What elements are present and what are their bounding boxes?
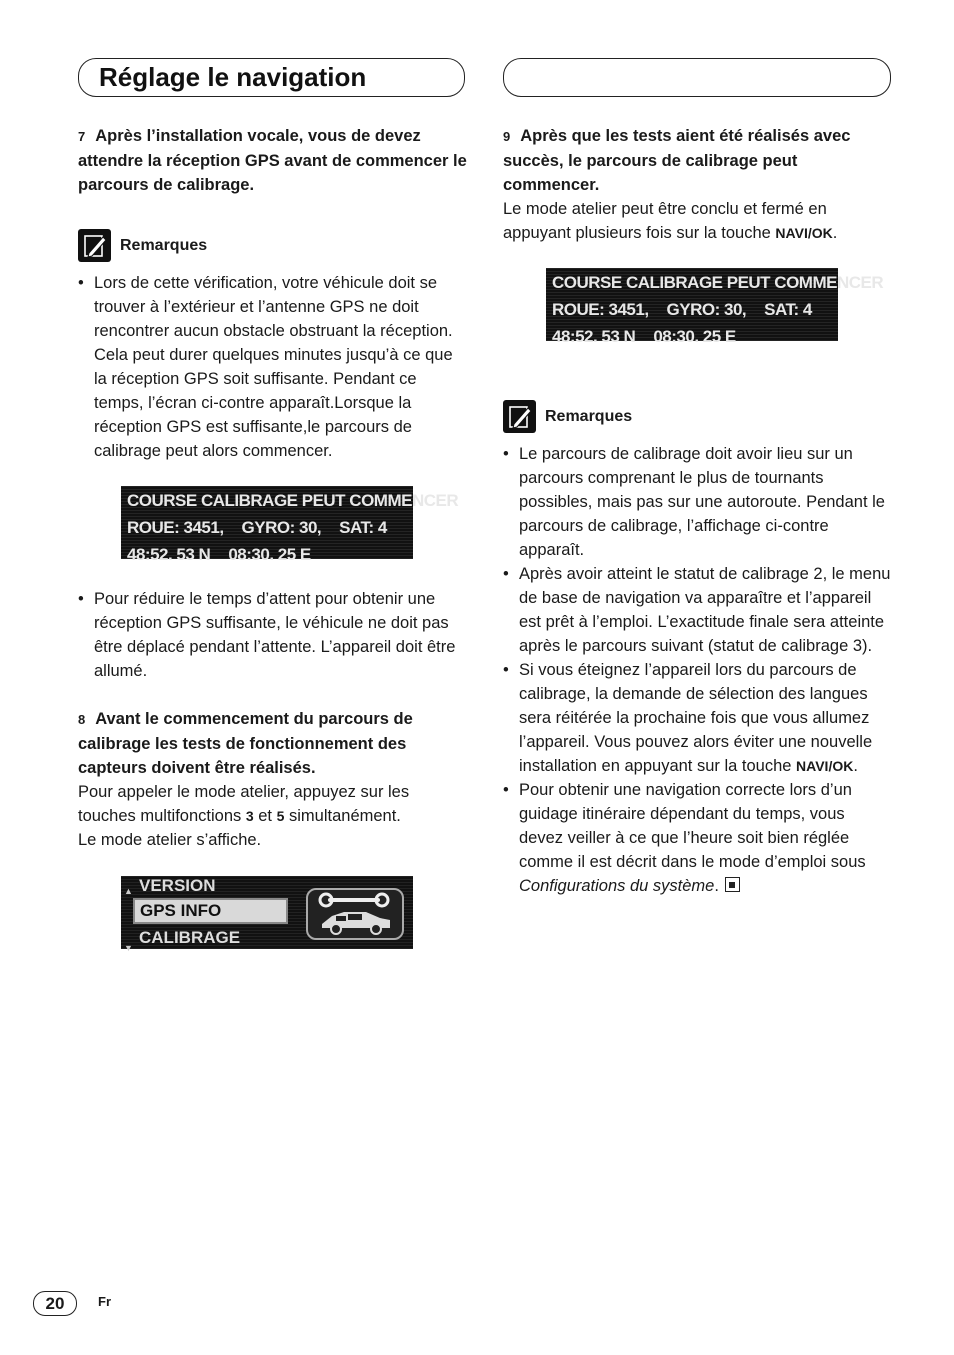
left-column xyxy=(78,124,468,953)
list-item: • Pour réduire le temps d’attent pour obtenir une réception GPS suffisante, le véhicule ne doit pas être déplacé pendant l’attente. L’appareil doit être allumé. xyxy=(78,587,468,683)
lcd-lon: 08:30. 25 E xyxy=(228,545,311,564)
notes-list xyxy=(503,442,891,898)
lcd-gyro: GYRO: 30, xyxy=(666,300,747,319)
menu-item-version: VERSION xyxy=(139,876,216,895)
lcd-line-1: COURSE CALIBRAGE PEUT COMMENCER xyxy=(552,273,884,292)
lcd-sat: SAT: 4 xyxy=(764,300,812,319)
lcd-gyro: GYRO: 30, xyxy=(241,518,322,537)
punctuation: . xyxy=(853,757,858,775)
lcd-roue: ROUE: 3451, xyxy=(127,518,224,537)
list-item xyxy=(503,778,891,898)
list-item: • Le parcours de calibrage doit avoir lieu sur un parcours comprenant le plus de tournants possibles, mais pas sur une autoroute. Pendant le parcours de calibrage, l’affichage ci-contre apparaît. xyxy=(503,442,891,562)
lcd-display-calibration xyxy=(546,268,884,346)
lcd-roue: ROUE: 3451, xyxy=(552,300,649,319)
note-heading-text: Remarques xyxy=(545,407,633,425)
step-body-text: et xyxy=(258,807,273,825)
lcd-lat: 48:52. 53 N xyxy=(127,545,211,564)
language-label: Fr xyxy=(98,1294,111,1309)
note-heading xyxy=(78,229,468,262)
key-navi-ok: NAVI/OK xyxy=(796,758,854,774)
key-5: 5 xyxy=(276,808,285,824)
lcd-menu-workshop xyxy=(121,876,413,953)
lcd-display-calibration xyxy=(121,486,459,564)
notes-list xyxy=(78,271,468,463)
lcd-line-2 xyxy=(552,296,832,323)
list-item-text: Si vous éteignez l’appareil lors du parcours de calibrage, la demande de sélection des langues sera réitérée la prochaine fois que vous allumez l’appareil. Vous pouvez alors éviter une nouvelle installation en appuyant sur la touche xyxy=(519,661,873,775)
step-number: 7 xyxy=(78,129,86,144)
list-item: • Après avoir atteint le statut de calibrage 2, le menu de base de navigation va apparaître et l’appareil est prêt à l’emploi. L’exactitude finale sera atteinte après le parcours suivant (statut de calibrage 3). xyxy=(503,562,891,658)
lcd-line-3 xyxy=(552,323,832,350)
step-8-body xyxy=(78,780,468,852)
section-title-box-empty xyxy=(503,58,891,97)
step-7 xyxy=(78,124,468,197)
step-body-text: Le mode atelier s’affiche. xyxy=(78,831,262,849)
step-number: 9 xyxy=(503,129,511,144)
page-title: Réglage le navigation xyxy=(99,62,367,92)
lcd-line-1: COURSE CALIBRAGE PEUT COMMENCER xyxy=(127,491,459,510)
down-arrow-icon: ▼ xyxy=(124,943,133,953)
menu-item-calibrage: CALIBRAGE xyxy=(139,928,241,947)
list-item xyxy=(503,658,891,778)
lcd-sat: SAT: 4 xyxy=(339,518,387,537)
note-heading-text: Remarques xyxy=(120,236,208,254)
step-body-text: simultanément. xyxy=(289,807,401,825)
menu-item-gps-info: GPS INFO xyxy=(133,898,288,924)
wrench-car-icon xyxy=(306,888,404,940)
note-pencil-icon xyxy=(78,229,111,262)
lcd-line-3 xyxy=(127,541,407,568)
step-8 xyxy=(78,707,468,780)
up-arrow-icon: ▲ xyxy=(124,886,133,896)
step-text: Avant le commencement du parcours de calibrage les tests de fonctionnement des capteurs doivent être réalisés. xyxy=(78,710,413,777)
step-text: Après que les tests aient été réalisés avec succès, le parcours de calibrage peut commencer. xyxy=(503,127,851,194)
reference-italic: Configurations du système xyxy=(519,877,715,895)
note-pencil-icon xyxy=(503,400,536,433)
key-navi-ok: NAVI/OK xyxy=(775,225,833,241)
lcd-line-2 xyxy=(127,514,407,541)
right-column xyxy=(503,124,891,898)
list-item: • Lors de cette vérification, votre véhicule doit se trouver à l’extérieur et l’antenne GPS ne doit rencontrer aucun obstacle obstruant la réception. Cela peut durer quelques minutes jusqu’à ce que la réception GPS soit suffisante. Pendant ce temps, l’écran ci-contre apparaît.Lorsque la réception GPS est suffisante,le parcours de calibrage peut alors commencer. xyxy=(78,271,468,463)
step-9 xyxy=(503,124,891,197)
punctuation: . xyxy=(832,224,838,242)
step-body-text: Le mode atelier peut être conclu et fermé en appuyant plusieurs fois sur la touche xyxy=(503,200,827,242)
step-text: Après l’installation vocale, vous de devez attendre la réception GPS avant de commencer le parcours de calibrage. xyxy=(78,127,467,194)
section-title-box xyxy=(78,58,465,97)
page-number: 20 xyxy=(33,1291,77,1316)
key-3: 3 xyxy=(245,808,254,824)
step-9-body xyxy=(503,197,891,245)
list-item-text: Pour obtenir une navigation correcte lors d’un guidage itinéraire dépendant du temps, vous devez veiller à ce que l’heure soit bien réglée comme il est décrit dans le mode d’emploi sous xyxy=(519,781,866,871)
punctuation: . xyxy=(714,877,719,895)
end-square-icon xyxy=(725,877,740,892)
lcd-lon: 08:30. 25 E xyxy=(653,327,736,346)
step-number: 8 xyxy=(78,712,86,727)
step-body-text: Pour appeler le mode atelier, appuyez sur les touches multifonctions xyxy=(78,783,410,825)
note-heading xyxy=(503,400,891,433)
notes-list xyxy=(78,587,468,683)
lcd-lat: 48:52. 53 N xyxy=(552,327,636,346)
